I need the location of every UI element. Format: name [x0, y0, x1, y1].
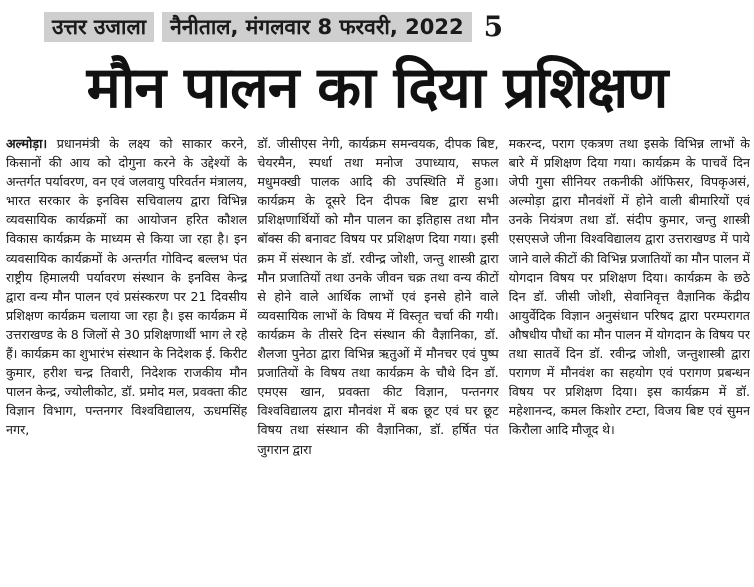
- column-2-text: डॉ. जीसीएस नेगी, कार्यक्रम समन्वयक, दीपक बिष्ट, चेयरमैन, स्पर्धा तथा मनोज उपाध्याय, सफल मधुमक्खी पालक आदि की उपस्थिति में हुआ। कार्यक्रम के दूसरे दिन दीपक बिष्ट द्वारा सभी प्रशिक्षणार्थियों को मौन पालन का इतिहास तथा मौन बॉक्स की बनावट विषय पर प्रशिक्षण दिया गया। इसी क्रम में संस्थान के डॉ. रवीन्द्र जोशी, जन्तु शास्त्री द्वारा मौन प्रजातियों तथा उनके जीवन चक्र तथा वन्य कीटों से होने वाले आर्थिक लाभों एवं इनसे होने वाले व्यवसायिक लाभों के विषय में विस्तृत चर्चा की गयी। कार्यक्रम के तीसरे दिन संस्थान की वैज्ञानिका, डॉ. शैलजा पुनेठा द्वारा विभिन्न ऋतुओं में मौनचर एवं पुष्प प्रजातियों के विषय तथा कार्यक्रम के चौथे दिन डॉ. एमएस खान, प्रवक्ता कीट विज्ञान, पन्तनगर विश्वविद्यालय द्वारा मौनवंश में बक छूट एवं घर छूट विषय तथा संस्थान की वैज्ञानिका, डॉ. हर्षित पंत जुगरान द्वारा: [257, 136, 499, 457]
- page-number: 5: [483, 10, 504, 43]
- newspaper-name: उत्तर उजाला: [44, 12, 154, 42]
- article-column-3: [509, 134, 750, 584]
- page-header: [44, 12, 503, 42]
- article-paragraph: [6, 134, 247, 440]
- article-column-2: [257, 134, 498, 584]
- dateline: अल्मोड़ा।: [6, 136, 48, 151]
- place-date: नैनीताल, मंगलवार 8 फरवरी, 2022: [162, 12, 471, 42]
- article-body: [6, 134, 750, 584]
- column-1-text: प्रधानमंत्री के लक्ष्य को साकार करने, किसानों की आय को दोगुना करने के उद्देश्यों के अन्तर्गत पर्यावरण, वन एवं जलवायु परिवर्तन मंत्रालय, भारत सरकार के इनविस सचिवालय द्वारा विभिन्न व्यवसायिक कार्यक्रमों का आयोजन हरित कौशल विकास कार्यक्रम के माध्यम से किया जा रहा है। इन व्यवसायिक कार्यक्रमों के अन्तर्गत गोविन्द बल्लभ पंत राष्ट्रीय हिमालयी पर्यावरण संस्थान के इनविस केन्द्र द्वारा वन्य मौन पालन एवं प्रसंस्करण पर 21 दिवसीय प्रशिक्षण कार्यक्रम चलाया जा रहा है। इस कार्यक्रम में उत्तराखण्ड के 8 जिलों से 30 प्रशिक्षणार्थी भाग ले रहे हैं। कार्यक्रम का शुभारंभ संस्थान के निदेशक ई. किरीट कुमार, हरीश चन्द्र तिवारी, निदेशक राजकीय मौन पालन केन्द्र, ज्योलीकोट, डॉ. प्रमोद मल, प्रवक्ता कीट विज्ञान विभाग, पन्तनगर विश्वविद्यालय, ऊधमसिंह नगर,: [6, 136, 248, 438]
- article-column-1: [6, 134, 247, 584]
- headline: मौन पालन का दिया प्रशिक्षण: [86, 55, 668, 121]
- header-separator: [154, 12, 162, 42]
- column-3-text: मकरन्द, पराग एकत्रण तथा इसके विभिन्न लाभों के बारे में प्रशिक्षण दिया गया। कार्यक्रम के पाचवें दिन जेपी गुसा सीनियर तकनीकी ऑफिसर, विपकृअसं, अल्मोड़ा द्वारा मौनवंशों में होने वाली बीमारियों एवं उनके नियंत्रण तथा डॉ. संदीप कुमार, जन्तु शास्त्री एसएसजे जीना विश्वविद्यालय द्वारा उत्तराखण्ड में पाये जाने वाले कीटों की विभिन्न प्रजातियों का मौन पालन में योगदान विषय पर प्रशिक्षण दिया। कार्यक्रम के छठे दिन डॉ. जीसी जोशी, सेवानिवृत्त वैज्ञानिक केंद्रीय आयुर्वेदिक विज्ञान अनुसंधान परिषद द्वारा परम्परागत औषधीय पौधों का मौन पालन में योगदान के विषय पर तथा सातवें दिन डॉ. रवीन्द्र जोशी, जन्तुशास्त्री द्वारा परागण में मौनवंश का सहयोग एवं परागण प्रबन्धन विषय पर प्रशिक्षण दिया। इस कार्यक्रम में डॉ. महेशानन्द, कमल किशोर टम्टा, विजय बिष्ट एवं सुमन किरौला आदि मौजूद थे।: [508, 136, 750, 438]
